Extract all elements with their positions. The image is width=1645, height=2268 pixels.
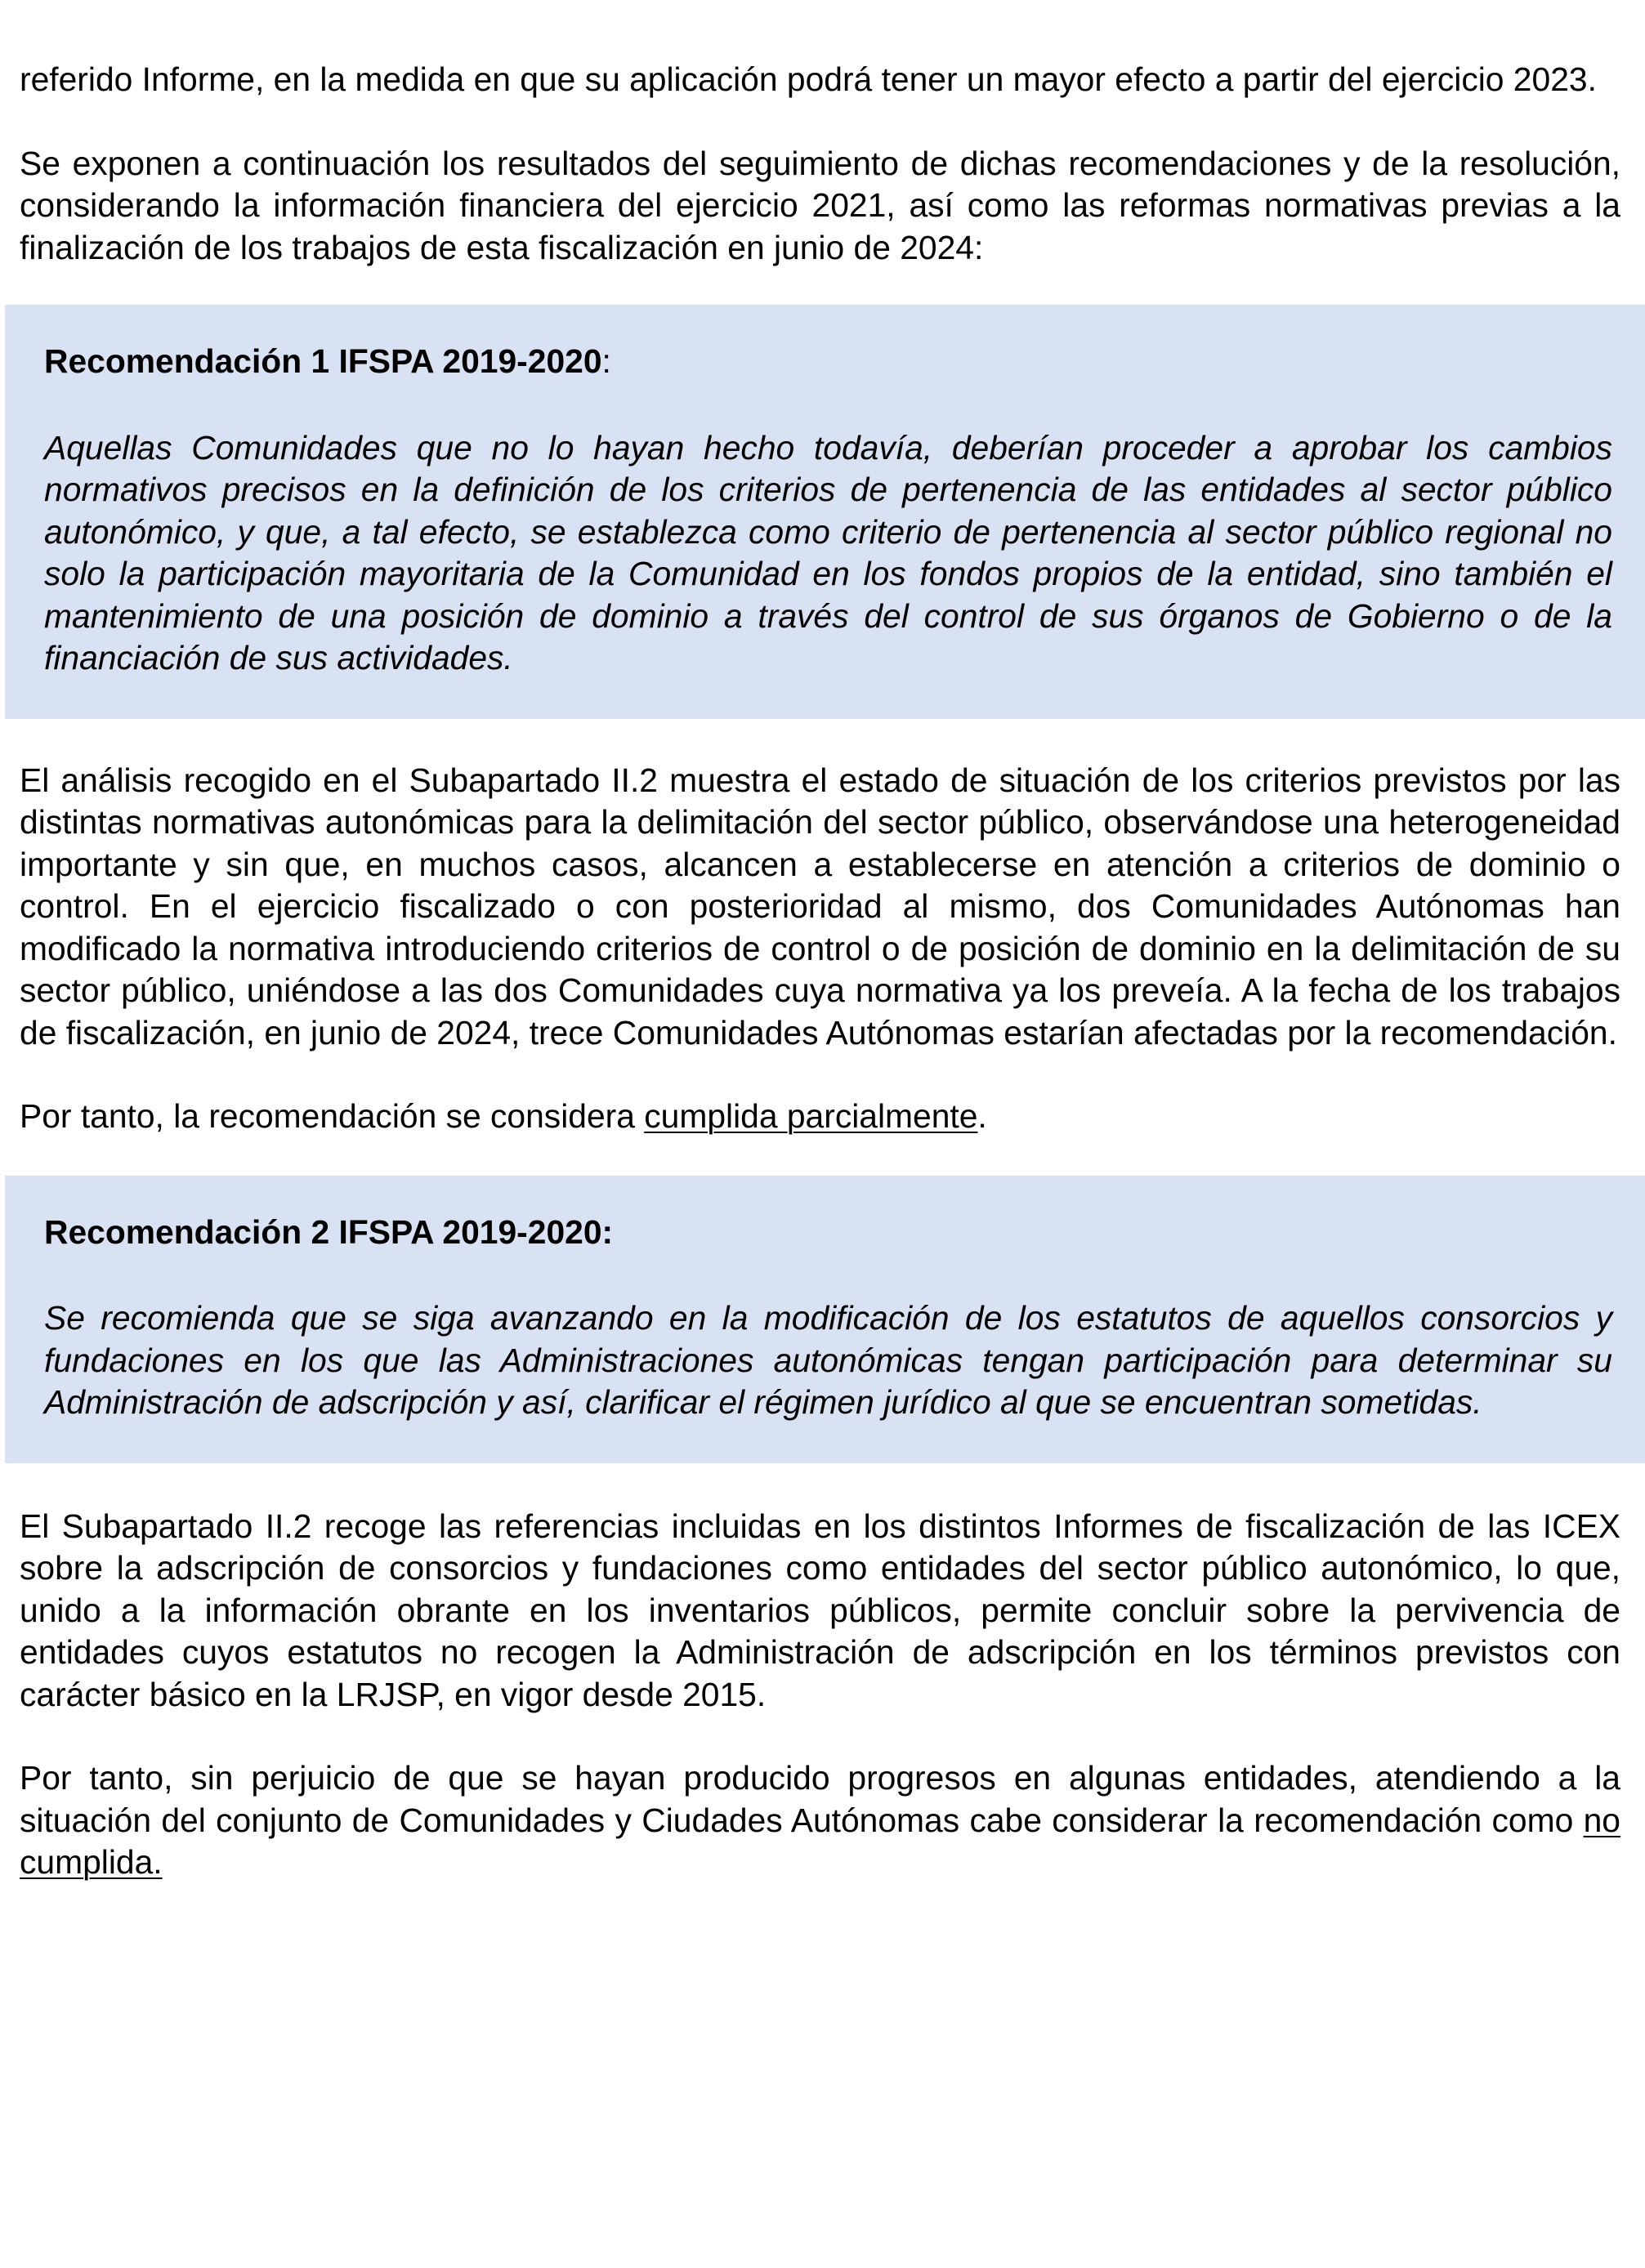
recommendation-1-title [44,341,1612,383]
recommendation-2-text: Se recomienda que se siga avanzando en la modificación de los estatutos de aquellos consorcios y fundaciones en los que las Administraciones autonómicas tengan participación para determinar su Administración de adscripción y así, clarificar el régimen jurídico al que se encuentran sometidas. [44,1299,1612,1421]
spacer [20,101,1620,143]
recommendation-1-title-text: Recomendación 1 IFSPA 2019-2020 [44,342,602,380]
recommendation-2-box [5,1176,1645,1463]
recommendation-1-conclusion [20,1096,1620,1138]
intro-paragraph-1: referido Informe, en la medida en que su aplicación podrá tener un mayor efecto a partir del ejercicio 2023. [20,60,1597,98]
recommendation-2-status: no cumplida. [20,1801,1620,1881]
recommendation-1-box [5,305,1645,719]
recommendation-2-analysis: El Subapartado II.2 recoge las referencias incluidas en los distintos Informes de fiscalización de las ICEX sobre la adscripción de consorcios y fundaciones como entidades del sector público autonómico, lo que, unido a la información obrante en los inventarios públicos, permite concluir sobre la pervivencia de entidades cuyos estatutos no recogen la Administración de adscripción en los términos previstos con carácter básico en la LRJSP, en vigor desde 2015. [20,1507,1620,1713]
recommendation-1-analysis: El análisis recogido en el Subapartado II.2 muestra el estado de situación de los criterios previstos por las distintas normativas autonómicas para la delimitación del sector público, observándose una heterogeneidad importante y sin que, en muchos casos, alcancen a establecerse en atención a criterios de dominio o control. En el ejercicio fiscalizado o con posterioridad al mismo, dos Comunidades Autónomas han modificado la normativa introduciendo criterios de control o de posición de dominio en la delimitación de su sector público, uniéndose a las dos Comunidades cuya normativa ya los preveía. A la fecha de los trabajos de fiscalización, en junio de 2024, trece Comunidades Autónomas estarían afectadas por la recomendación. [20,761,1620,1051]
recommendation-2-title: Recomendación 2 IFSPA 2019-2020: [44,1212,614,1251]
recommendation-1-title-colon: : [601,342,611,380]
intro-paragraph-2: Se exponen a continuación los resultados del seguimiento de dichas recomendaciones y de la resolución, considerando la información financiera del ejercicio 2021, así como las reformas normativas previas a la finalización de los trabajos de esta fiscalización en junio de 2024: [20,144,1620,266]
recommendation-1-text: Aquellas Comunidades que no lo hayan hecho todavía, deberían proceder a aprobar los cambios normativos precisos en la definición de los criterios de pertenencia de las entidades al sector público autonómico, y que, a tal efecto, se establezca como criterio de pertenencia al sector público regional no solo la participación mayoritaria de la Comunidad en los fondos propios de la entidad, sino también el mantenimiento de una posición de dominio a través del control de sus órganos de Gobierno o de la financiación de sus actividades. [44,428,1612,676]
recommendation-2-conclusion [20,1757,1620,1884]
recommendation-1-status: cumplida parcialmente [644,1097,978,1135]
spacer [20,1716,1620,1757]
recommendation-2-conclusion-prefix: Por tanto, sin perjuicio de que se hayan producido progresos en algunas entidades, atendiendo a la situación del conjunto de Comunidades y Ciudades Autónomas cabe considerar la recomendación como [20,1759,1620,1839]
spacer [20,1054,1620,1096]
recommendation-1-conclusion-prefix: Por tanto, la recomendación se considera [20,1097,645,1135]
recommendation-1-conclusion-suffix: . [977,1097,987,1135]
